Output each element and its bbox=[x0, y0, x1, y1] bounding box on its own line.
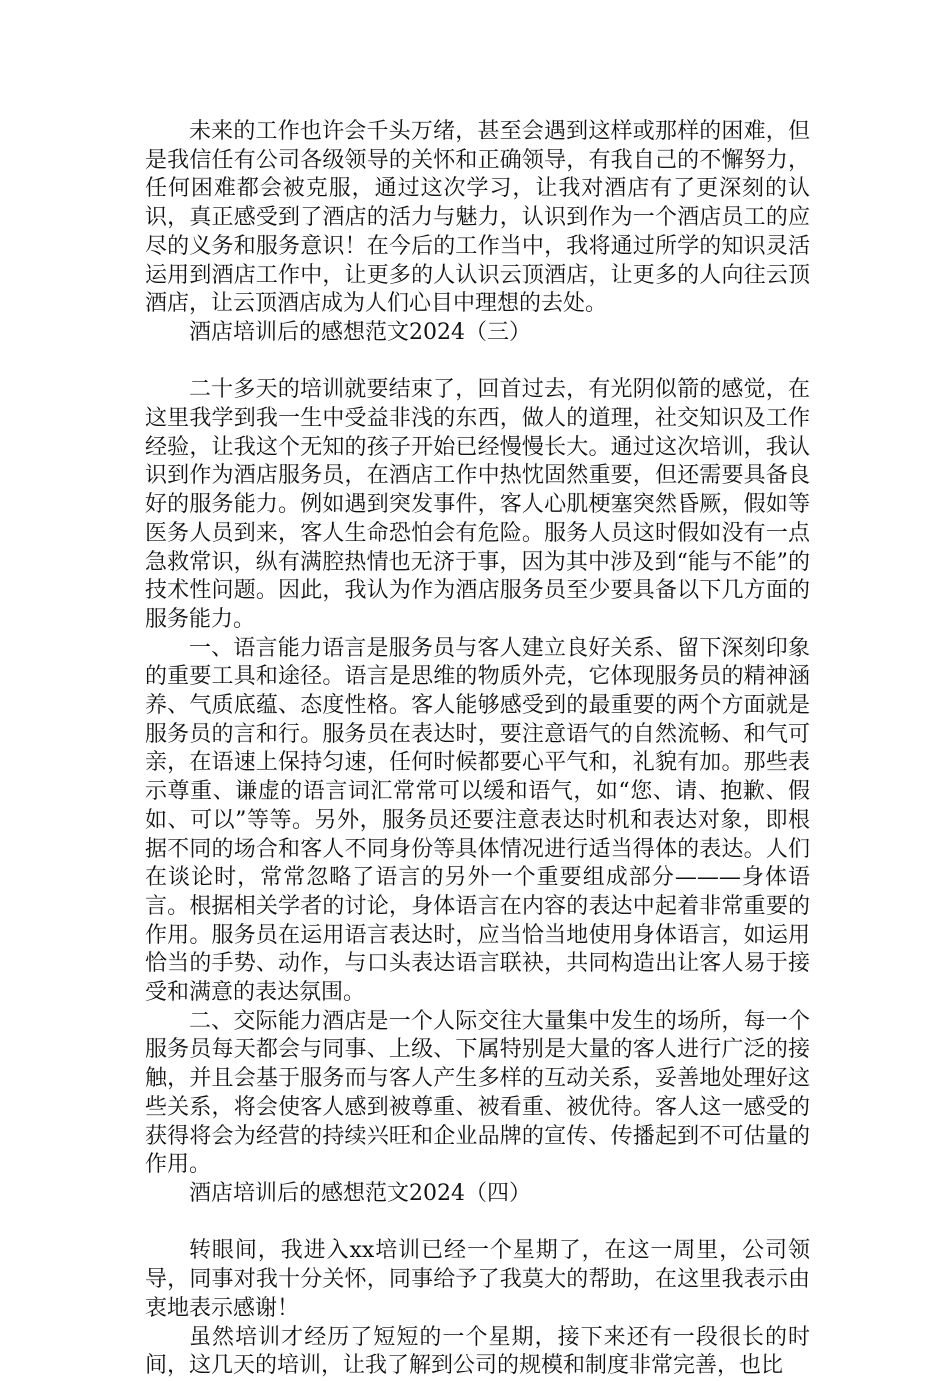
paragraph-short-week: 虽然培训才经历了短短的一个星期，接下来还有一段很长的时间，这几天的培训，让我了解到公司的规模和制度非常完善，也比 bbox=[145, 1324, 810, 1379]
section-heading-3: 酒店培训后的感想范文2024（三） bbox=[189, 319, 531, 345]
paragraph-language-ability: 一、语言能力语言是服务员与客人建立良好关系、留下深刻印象的重要工具和途径。语言是思维的物质外壳，它体现服务员的精神涵养、气质底蕴、态度性格。客人能够感受到的最重要的两个方面就是服务员的言和行。服务员在表达时，要注意语气的自然流畅、和气可亲，在语速上保持匀速，任何时候都要心平气和，礼貌有加。那些表示尊重、谦虚的语言词汇常常可以缓和语气，如“您、请、抱歉、假如、可以”等等。另外，服务员还要注意表达时机和表达对象，即根据不同的场合和客人不同身份等具体情况进行适当得体的表达。人们在谈论时，常常忽略了语言的另外一个重要组成部分———身体语言。根据相关学者的讨论，身体语言在内容的表达中起着非常重要的作用。服务员在运用语言表达时，应当恰当地使用身体语言，如运用恰当的手势、动作，与口头表达语言联袂，共同构造出让客人易于接受和满意的表达氛围。 bbox=[145, 635, 810, 1006]
document-page bbox=[145, 118, 810, 1381]
paragraph-one-week: 转眼间，我进入xx培训已经一个星期了，在这一周里，公司领导，同事对我十分关怀，同事给予了我莫大的帮助，在这里我表示由衷地表示感谢！ bbox=[145, 1238, 810, 1321]
blank-line bbox=[145, 1209, 810, 1238]
paragraph-future-work: 未来的工作也许会千头万绪，甚至会遇到这样或那样的困难，但是我信任有公司各级领导的关怀和正确领导，有我自己的不懈努力，任何困难都会被克服，通过这次学习，让我对酒店有了更深刻的认识，真正感受到了酒店的活力与魅力，认识到作为一个酒店员工的应尽的义务和服务意识！在今后的工作当中，我将通过所学的知识灵活运用到酒店工作中，让更多的人认识云顶酒店，让更多的人向往云顶酒店，让云顶酒店成为人们心目中理想的去处。 bbox=[145, 119, 810, 317]
paragraph-social-ability: 二、交际能力酒店是一个人际交往大量集中发生的场所，每一个服务员每天都会与同事、上级、下属特别是大量的客人进行广泛的接触，并且会基于服务而与客人产生多样的互动关系，妥善地处理好这些关系，将会使客人感到被尊重、被看重、被优待。客人这一感受的获得将会为经营的持续兴旺和企业品牌的宣传、传播起到不可估量的作用。 bbox=[145, 1008, 810, 1178]
blank-line bbox=[145, 348, 810, 377]
section-heading-4: 酒店培训后的感想范文2024（四） bbox=[189, 1181, 531, 1206]
paragraph-training-intro: 二十多天的培训就要结束了，回首过去，有光阴似箭的感觉，在这里我学到我一生中受益非浅的东西，做人的道理，社交知识及工作经验，让我这个无知的孩子开始已经慢慢长大。通过这次培训，我认识到作为酒店服务员，在酒店工作中热忱固然重要，但还需要具备良好的服务能力。例如遇到突发事件，客人心肌梗塞突然昏厥，假如等医务人员到来，客人生命恐怕会有危险。服务人员这时假如没有一点急救常识，纵有满腔热情也无济于事，因为其中涉及到“能与不能”的技术性问题。因此，我认为作为酒店服务员至少要具备以下几方面的服务能力。 bbox=[145, 377, 810, 632]
